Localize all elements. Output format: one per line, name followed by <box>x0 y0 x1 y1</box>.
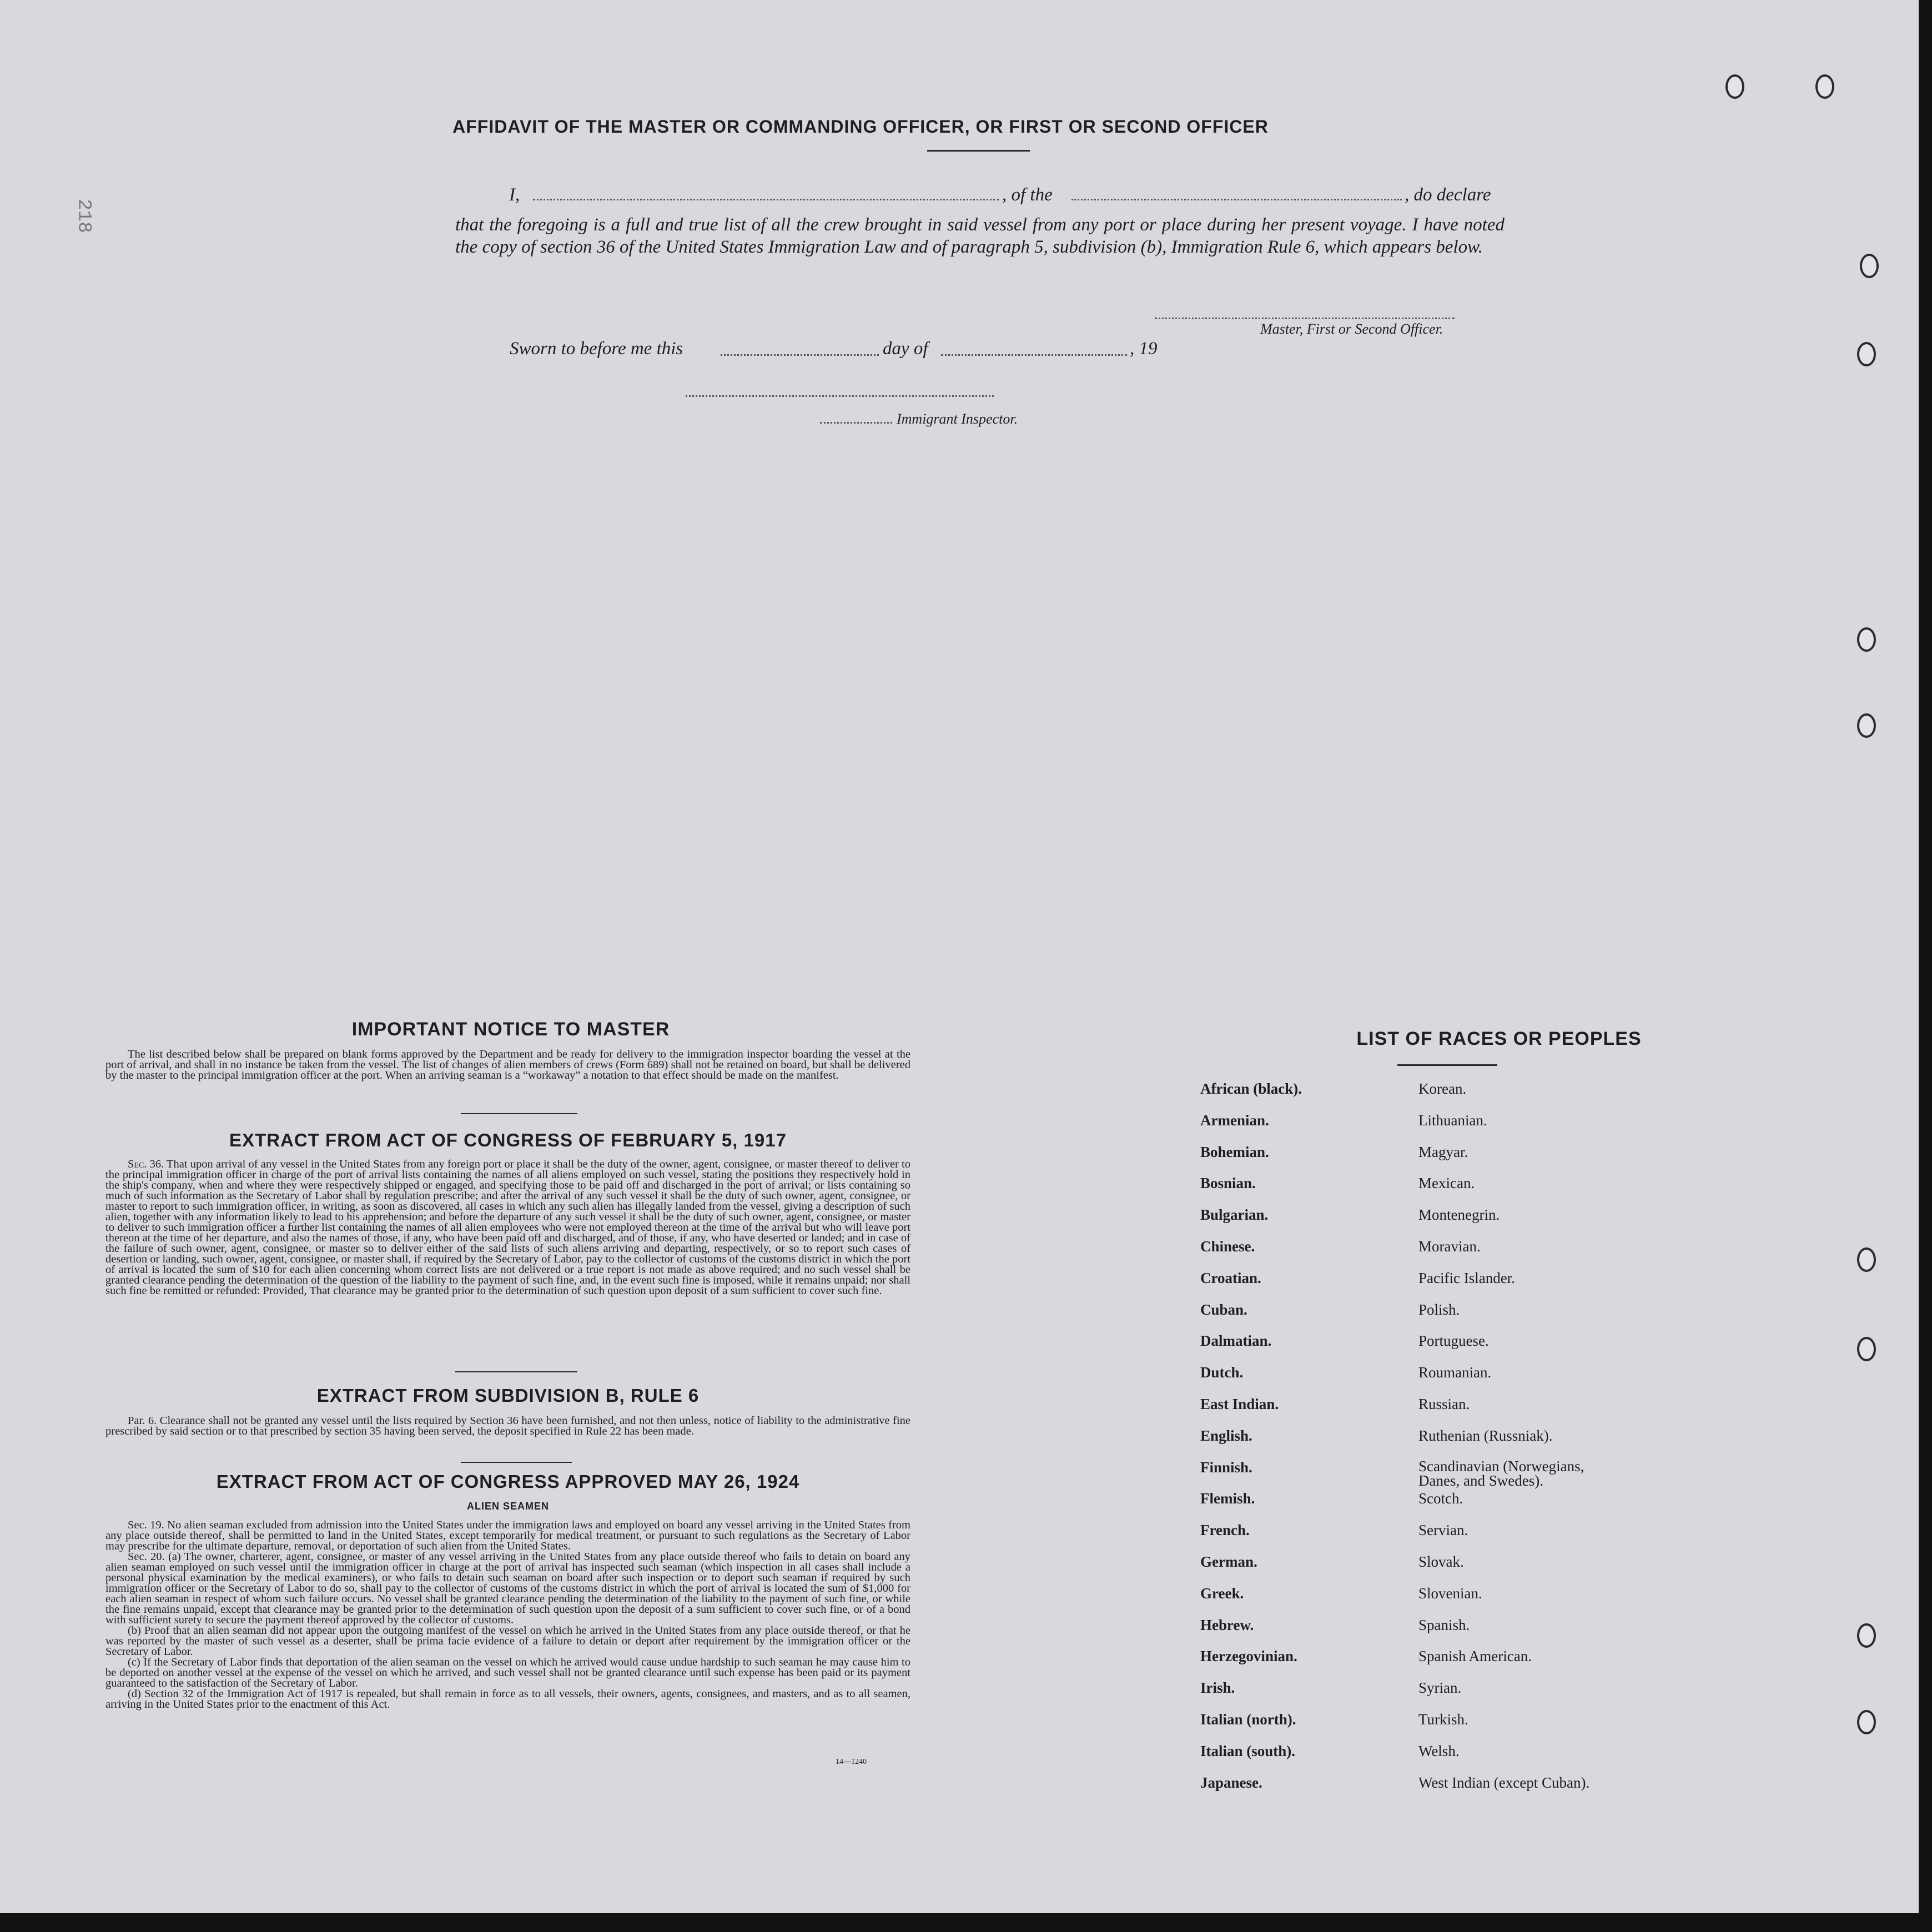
races-title: LIST OF RACES OR PEOPLES <box>1356 1028 1642 1049</box>
affidavit-title: AFFIDAVIT OF THE MASTER OR COMMANDING OFFICER, OR FIRST OR SECOND OFFICER <box>452 117 1269 137</box>
race-item: Pacific Islander. <box>1418 1269 1515 1286</box>
race-item: Spanish. <box>1418 1616 1470 1633</box>
binder-hole <box>1857 1623 1876 1648</box>
form-number: 14—1240 <box>836 1758 867 1766</box>
race-item: Magyar. <box>1418 1143 1468 1160</box>
race-item: Mexican. <box>1418 1175 1475 1192</box>
race-item: Bulgarian. <box>1200 1206 1269 1224</box>
vessel-name-field[interactable] <box>1071 199 1402 200</box>
race-item: French. <box>1200 1522 1250 1539</box>
race-item: Italian (north). <box>1200 1711 1296 1728</box>
race-item: Korean. <box>1418 1080 1467 1097</box>
rule6-title: EXTRACT FROM SUBDIVISION B, RULE 6 <box>316 1385 700 1406</box>
race-item: Armenian. <box>1200 1111 1269 1129</box>
race-item: Turkish. <box>1418 1711 1468 1728</box>
binder-hole <box>1857 1337 1876 1361</box>
race-item: Flemish. <box>1200 1490 1255 1507</box>
year-label: , 19 <box>1130 339 1158 359</box>
affidavit-title-rule <box>927 150 1030 152</box>
race-item: Scotch. <box>1418 1490 1463 1507</box>
race-item: Herzegovinian. <box>1200 1648 1297 1665</box>
race-item: Montenegrin. <box>1418 1206 1500 1224</box>
race-item: Dalmatian. <box>1200 1332 1272 1350</box>
race-item: Hebrew. <box>1200 1616 1254 1633</box>
race-item: East Indian. <box>1200 1396 1279 1412</box>
race-item: Slovak. <box>1418 1553 1464 1570</box>
inspector-signature-field[interactable] <box>686 395 994 397</box>
sworn-label: Sworn to before me this <box>510 339 683 359</box>
binder-hole <box>1860 254 1879 278</box>
day-of-label: day of <box>883 339 928 359</box>
notice-rule <box>461 1113 577 1114</box>
race-item: West Indian (except Cuban). <box>1418 1774 1590 1791</box>
race-item: Irish. <box>1200 1679 1235 1697</box>
binder-hole <box>1815 74 1834 99</box>
margin-stamp: 218 <box>73 199 94 233</box>
race-item: Ruthenian (Russniak). <box>1418 1427 1553 1444</box>
race-item: Welsh. <box>1418 1742 1460 1759</box>
binder-hole <box>1857 1247 1876 1272</box>
binder-hole <box>1857 342 1876 366</box>
binder-hole <box>1725 74 1744 99</box>
race-item: Japanese. <box>1200 1774 1262 1791</box>
race-item: Scandinavian (Norwegians, Danes, and Swedes). <box>1418 1457 1584 1489</box>
rule6-rule <box>461 1462 572 1463</box>
declarant-line: I, <box>509 185 520 205</box>
scan-border-bottom <box>0 1913 1932 1932</box>
race-item: Chinese. <box>1200 1238 1255 1255</box>
rule6-text: Par. 6. Clearance shall not be granted any vessel until the lists required by Section 36 have been furnished, and not then unless, notice of liability to the administrative fine prescribed by said section or to that prescribed by section 35 having been served, the deposit specified in Rule 22 has been made. <box>105 1415 910 1437</box>
binder-hole <box>1857 1710 1876 1734</box>
sworn-month-field[interactable] <box>941 354 1127 356</box>
of-the-label: , of the <box>1002 185 1053 205</box>
master-caption: Master, First or Second Officer. <box>1260 321 1443 337</box>
act-1917-rule <box>455 1371 577 1372</box>
race-item: Cuban. <box>1200 1301 1247 1318</box>
binder-hole <box>1857 627 1876 652</box>
race-item: Bosnian. <box>1200 1175 1256 1192</box>
scan-border-right <box>1919 0 1932 1932</box>
race-item: Servian. <box>1418 1522 1468 1539</box>
binder-hole <box>1857 713 1876 738</box>
race-item: Russian. <box>1418 1396 1470 1412</box>
race-item: Greek. <box>1200 1584 1244 1602</box>
act-1924-text: Sec. 19. No alien seaman excluded from admission into the United States under the immigration laws and employed on board any vessel arriving in the United States from any place outside thereof, shall be permitted to land in the United States, except temporarily for medical treatment, or pursuant to such regulations as the Secretary of Labor may prescribe for the ultimate departure, removal, or deportation of such alien from the United States. Sec. 20. (a) The owner, charterer, agent, consignee, or master of any vessel arriving in the United States from any place outside thereof who fails to detain on board any alien seaman employed on such vessel until the immigration officer in charge at the port of arrival has inspected such seaman (which inspection in all cases shall include a personal physical examination by the medical examiners), or who fails to detain such seaman on board after such inspection or to deport such seaman if required by such immigration officer or the Secretary of Labor to do so, shall pay to the collector of customs of the customs district in which the port of arrival is located the sum of $1,000 for each alien seaman in respect of whom such failure occurs. No vessel shall be granted clearance pending the determination of the liability to the payment of such fine, or while the fine remains unpaid, except that clearance may be granted prior to the determination of such question upon the deposit of a sum sufficient to cover such fine, or of a bond with sufficient surety to secure the payment thereof approved by the collector of customs. (b) Proof that an alien seaman did not appear upon the outgoing manifest of the vessel on which he arrived in the United States from any place outside thereof, or that he was reported by the master of such vessel as a deserter, shall be prima facie evidence of a failure to detain or deport after requirement by the immigration officer or the Secretary of Labor. (c) If the Secretary of Labor finds that deportation of the alien seaman on the vessel on which he arrived would cause undue hardship to such seaman he may cause him to be deported on another vessel at the expense of the vessel on which he arrived, and such vessel shall not be granted clearance until such expense has been paid or its payment guaranteed to the satisfaction of the Secretary of Labor. (d) Section 32 of the Immigration Act of 1917 is repealed, but shall remain in force as to all vessels, their owners, agents, consignees, and masters, and as to all seamen, arriving in the United States prior to the enactment of this Act. <box>105 1519 910 1710</box>
act-1924-subtitle: ALIEN SEAMEN <box>466 1501 549 1512</box>
master-signature-field[interactable] <box>1155 318 1455 319</box>
race-item: Croatian. <box>1200 1269 1261 1286</box>
do-declare-label: , do declare <box>1405 185 1491 205</box>
declarant-name-field[interactable] <box>533 199 999 200</box>
affidavit-body: that the foregoing is a full and true list of all the crew brought in said vessel from any port or place during her present voyage. I have noted the copy of section 36 of the United States Immigration Law and of paragraph 5, subdivision (b), Immigration Rule 6, which appears below. <box>455 215 1505 257</box>
race-item: African (black). <box>1200 1080 1302 1097</box>
race-item: Slovenian. <box>1418 1584 1482 1602</box>
race-item: Moravian. <box>1418 1238 1481 1255</box>
race-item: Roumanian. <box>1418 1364 1492 1381</box>
notice-text: The list described below shall be prepared on blank forms approved by the Department and be ready for delivery to the immigration inspector boarding the vessel at the port of arrival, and shall in no instance be taken from the vessel. The list of changes of alien members of crews (Form 689) shall not be retained on board, but shall be delivered by the master to the principal immigration officer at the port. When an arriving seaman is a “workaway” a notation to that effect should be made on the manifest. <box>105 1048 910 1081</box>
races-title-rule <box>1397 1064 1497 1066</box>
act-1917-text: Sec. 36. That upon arrival of any vessel in the United States from any foreign port or place it shall be the duty of the owner, agent, consignee, or master thereof to deliver to the principal immigration officer in charge of the port of arrival lists containing the names of all aliens employed on such vessel, stating the positions they respectively hold in the ship's company, when and where they were respectively shipped or engaged, and specifying those to be paid off and discharged in the port of arrival; or lists containing so much of such information as the Secretary of Labor shall by regulation prescribe; and after the arrival of any such vessel it shall be the duty of such owner, agent, consignee, or master to report to such immigration officer, in writing, as soon as discovered, all cases in which any such alien has illegally landed from the vessel, giving a description of such alien, together with any information likely to lead to his apprehension; and before the departure of any such vessel it shall be the duty of such owner, agent, consignee, or master to deliver to such immigration officer a further list containing the names of all alien employees who were not employed thereon at the time of the arrival but who will leave port thereon at the time of her departure, and also the names of those, if any, who have been paid off and discharged, and of those, if any, who have deserted or landed; and in case of the failure of such owner, agent, consignee, or master so to deliver either of the said lists of such aliens arriving and departing, respectively, or so to report such cases of desertion or landing, such owner, agent, consignee, or master shall, if required by the Secretary of Labor, pay to the collector of customs of the customs district in which the port of arrival is located the sum of $10 for each alien concerning whom correct lists are not delivered or a true report is not made as above required; and no such vessel shall be granted clearance pending the determination of the question of the liability to the payment of such fine, and, in the event such fine is imposed, while it remains unpaid; nor shall such fine be remitted or refunded: Provided, That clearance may be granted prior to the determination of such question upon deposit of a sum sufficient to cover such fine. <box>105 1158 910 1297</box>
race-item: Lithuanian. <box>1418 1111 1487 1129</box>
race-item: Dutch. <box>1200 1364 1244 1381</box>
race-item: Spanish American. <box>1418 1648 1532 1665</box>
race-item: Bohemian. <box>1200 1143 1269 1160</box>
race-item: Syrian. <box>1418 1679 1462 1697</box>
race-item: German. <box>1200 1553 1257 1570</box>
race-item: Finnish. <box>1200 1458 1252 1476</box>
inspector-leader-dots <box>820 422 892 424</box>
race-item: Portuguese. <box>1418 1332 1489 1350</box>
sworn-day-field[interactable] <box>721 354 879 356</box>
act-1924-title: EXTRACT FROM ACT OF CONGRESS APPROVED MAY 26, 1924 <box>216 1471 800 1492</box>
race-item: Italian (south). <box>1200 1742 1296 1759</box>
race-item: Polish. <box>1418 1301 1460 1318</box>
notice-title: IMPORTANT NOTICE TO MASTER <box>351 1019 670 1040</box>
race-item: English. <box>1200 1427 1252 1444</box>
act-1917-title: EXTRACT FROM ACT OF CONGRESS OF FEBRUARY 5, 1917 <box>229 1130 787 1150</box>
inspector-caption: Immigrant Inspector. <box>897 411 1018 427</box>
